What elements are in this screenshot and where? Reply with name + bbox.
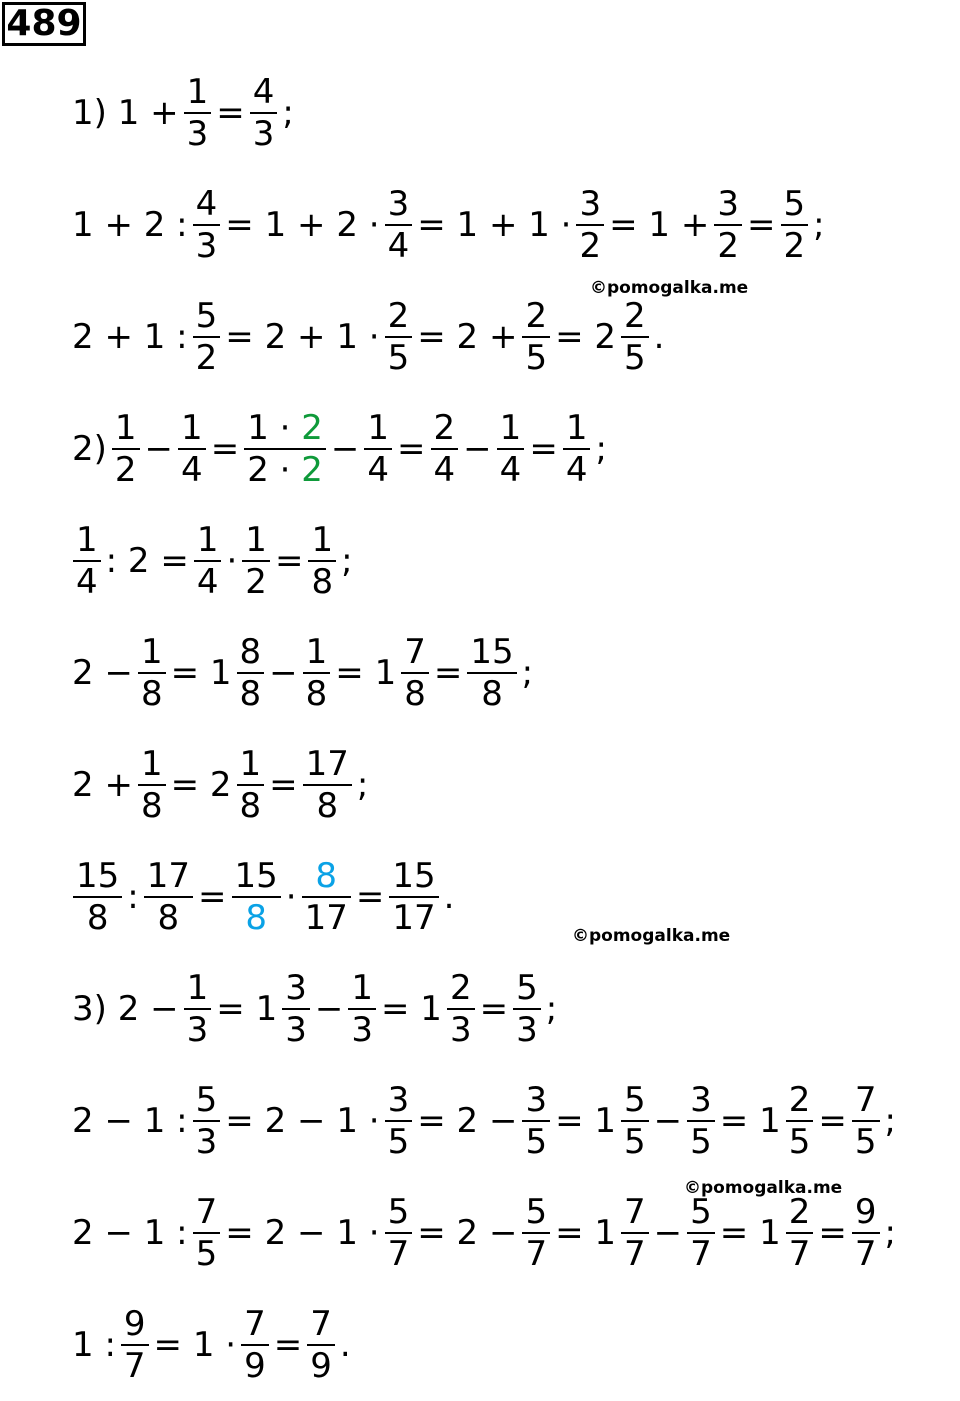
expression-text: · <box>285 877 297 917</box>
expression-text: = 2 <box>555 317 617 357</box>
expression-text: 1 + 2 : <box>72 205 188 245</box>
fraction <box>193 1192 221 1274</box>
watermark-2: ©pomogalka.me <box>572 926 731 946</box>
expression-text: ; <box>545 989 558 1029</box>
fraction <box>497 408 525 490</box>
expression-text: = 1 <box>555 1213 617 1253</box>
fraction-denominator: 4 <box>196 562 219 602</box>
fraction-denominator: 5 <box>195 1234 218 1274</box>
fraction-numerator: 3 <box>525 1080 548 1120</box>
fraction-numerator: 15 <box>76 856 120 896</box>
fraction-denominator: 7 <box>123 1346 146 1386</box>
expression-text: 2 − 1 : <box>72 1213 188 1253</box>
expression-text: = 1 <box>381 989 442 1029</box>
fraction-denominator: 5 <box>624 338 646 378</box>
equation-line <box>70 1076 898 1166</box>
fraction-numerator: 5 <box>387 1192 410 1232</box>
fraction-denominator: 3 <box>186 1010 209 1050</box>
fraction-numerator: 15 <box>392 856 436 896</box>
expression-text: 2 + 1 : <box>72 317 188 357</box>
expression-text: ; <box>521 653 534 693</box>
fraction <box>307 1304 335 1386</box>
fraction <box>364 408 392 490</box>
fraction-numerator: 5 <box>195 1080 218 1120</box>
fraction <box>431 408 459 490</box>
highlighted-factor: 2 <box>301 408 323 448</box>
expression-text: = 1 <box>216 989 278 1029</box>
fraction-denominator: 3 <box>186 114 209 154</box>
expression-text: = <box>479 989 509 1029</box>
fraction-numerator: 3 <box>285 968 307 1008</box>
fraction-denominator: 3 <box>516 1010 538 1050</box>
fraction-numerator: 2 <box>788 1192 811 1232</box>
expression-text: − <box>330 429 360 469</box>
fraction-denominator: 5 <box>854 1122 877 1162</box>
fraction <box>308 520 336 602</box>
watermark-1: ©pomogalka.me <box>590 278 749 298</box>
fraction <box>244 408 326 490</box>
fraction <box>786 1080 814 1162</box>
fraction-numerator: 1 · 2 <box>247 408 323 448</box>
fraction-denominator: 8 <box>140 786 163 826</box>
fraction <box>522 1192 550 1274</box>
fraction-numerator: 1 <box>140 744 163 784</box>
fraction <box>121 1304 149 1386</box>
expression-text: = <box>210 429 240 469</box>
fraction-denominator: 3 <box>195 1122 218 1162</box>
expression-text: = 2 + 1 · <box>225 317 380 357</box>
expression-text: = 1 <box>719 1101 781 1141</box>
fraction-numerator: 7 <box>624 1192 646 1232</box>
expression-text: = 2 − <box>417 1213 518 1253</box>
equation-line <box>70 1188 898 1278</box>
fraction-numerator: 7 <box>404 632 426 672</box>
expression-text: ; <box>813 205 825 245</box>
fraction-numerator: 1 <box>186 72 209 112</box>
expression-text: 2) <box>72 429 107 469</box>
fraction <box>237 632 265 714</box>
fraction <box>73 520 101 602</box>
fraction-denominator: 7 <box>624 1234 646 1274</box>
fraction-numerator: 1 <box>140 632 163 672</box>
fraction-numerator: 17 <box>305 744 349 784</box>
fraction-denominator: 5 <box>690 1122 712 1162</box>
fraction-denominator: 4 <box>76 562 98 602</box>
fraction-numerator: 3 <box>387 184 410 224</box>
fraction-numerator: 3 <box>717 184 739 224</box>
fraction <box>178 408 206 490</box>
expression-text: = 1 <box>335 653 397 693</box>
expression-text: = 2 − 1 · <box>225 1101 380 1141</box>
fraction-numerator: 2 <box>449 968 472 1008</box>
fraction-numerator: 3 <box>690 1080 712 1120</box>
fraction <box>385 296 413 378</box>
expression-text: = <box>818 1101 847 1141</box>
fraction-denominator: 8 <box>140 674 163 714</box>
expression-text: = <box>216 93 245 133</box>
fraction-denominator: 7 <box>690 1234 712 1274</box>
fraction-numerator: 1 <box>76 520 98 560</box>
fraction-numerator: 17 <box>146 856 190 896</box>
fraction-denominator: 8 <box>305 674 328 714</box>
expression-text: 1 : <box>72 1325 116 1365</box>
fraction <box>621 296 649 378</box>
fraction-numerator: 1 <box>114 408 137 448</box>
expression-text: = <box>529 429 558 469</box>
fraction-numerator: 1 <box>305 632 328 672</box>
expression-text: = <box>397 429 426 469</box>
fraction <box>193 1080 221 1162</box>
fraction-numerator: 4 <box>195 184 218 224</box>
fraction-denominator: 4 <box>433 450 456 490</box>
expression-text: = 1 <box>170 653 232 693</box>
expression-text: 2 − 1 : <box>72 1101 188 1141</box>
equation-line <box>70 404 609 494</box>
fraction-denominator: 8 <box>157 898 180 938</box>
watermark-3: ©pomogalka.me <box>684 1178 843 1198</box>
fraction-denominator: 17 <box>392 898 436 938</box>
fraction-numerator: 5 <box>783 184 806 224</box>
fraction-denominator: 4 <box>367 450 390 490</box>
expression-text: ; <box>884 1101 896 1141</box>
fraction <box>193 296 221 378</box>
fraction-numerator: 2 <box>788 1080 811 1120</box>
fraction-denominator: 3 <box>449 1010 472 1050</box>
fraction <box>621 1080 649 1162</box>
fraction <box>621 1192 649 1274</box>
expression-text: = <box>274 541 304 581</box>
fraction <box>522 296 550 378</box>
expression-text: ; <box>356 765 369 805</box>
fraction <box>241 1304 269 1386</box>
fraction-denominator: 8 <box>86 898 109 938</box>
fraction-denominator: 2 <box>717 226 739 266</box>
fraction-denominator: 3 <box>195 226 218 266</box>
equation-line <box>70 740 370 830</box>
fraction <box>786 1192 814 1274</box>
fraction-denominator: 8 <box>239 786 262 826</box>
fraction-denominator: 4 <box>499 450 522 490</box>
expression-text: − <box>463 429 492 469</box>
fraction-denominator: 7 <box>387 1234 410 1274</box>
highlighted-factor: 2 <box>301 450 323 490</box>
fraction-numerator: 4 <box>252 72 275 112</box>
fraction-numerator: 1 <box>239 744 262 784</box>
expression-text: · <box>226 541 238 581</box>
problem-number-badge: 489 <box>2 2 86 46</box>
fraction <box>447 968 475 1050</box>
expression-text: = <box>818 1213 847 1253</box>
fraction <box>852 1080 880 1162</box>
fraction-numerator: 1 <box>499 408 522 448</box>
fraction-denominator: 7 <box>525 1234 548 1274</box>
expression-text: ; <box>282 93 294 133</box>
fraction-denominator: 4 <box>565 450 588 490</box>
fraction <box>184 72 212 154</box>
expression-text: − <box>653 1213 683 1253</box>
fraction-numerator: 2 <box>525 296 548 336</box>
expression-text: = <box>273 1325 303 1365</box>
fraction <box>194 520 222 602</box>
expression-text: . <box>443 877 455 917</box>
fraction-numerator: 1 <box>565 408 588 448</box>
expression-text: = 2 <box>170 765 232 805</box>
fraction <box>73 856 122 938</box>
fraction <box>389 856 438 938</box>
fraction-numerator: 1 <box>186 968 209 1008</box>
expression-text: − <box>314 989 344 1029</box>
expression-text: − <box>269 653 298 693</box>
expression-text: = 2 + <box>417 317 518 357</box>
fraction <box>852 1192 880 1274</box>
fraction-numerator: 1 <box>181 408 203 448</box>
fraction-numerator: 3 <box>579 184 602 224</box>
fraction <box>250 72 278 154</box>
fraction <box>522 1080 550 1162</box>
fraction-denominator: 5 <box>525 338 548 378</box>
fraction <box>138 632 166 714</box>
expression-text: = 1 + 2 · <box>225 205 380 245</box>
expression-text: = <box>198 877 227 917</box>
fraction-numerator: 15 <box>470 632 514 672</box>
fraction-numerator: 7 <box>854 1080 877 1120</box>
fraction-denominator: 8 <box>311 562 334 602</box>
fraction-numerator: 2 <box>387 296 410 336</box>
expression-text: : 2 = <box>105 541 189 581</box>
fraction-denominator: 2 <box>245 562 267 602</box>
fraction-numerator: 1 <box>196 520 219 560</box>
expression-text: 3) 2 − <box>72 989 179 1029</box>
fraction <box>714 184 742 266</box>
expression-text: ; <box>341 541 353 581</box>
fraction-denominator: 5 <box>788 1122 811 1162</box>
fraction <box>237 744 265 826</box>
fraction-numerator: 2 <box>624 296 646 336</box>
fraction <box>144 856 193 938</box>
expression-text: − <box>144 429 174 469</box>
fraction-denominator: 4 <box>181 450 203 490</box>
fraction <box>184 968 212 1050</box>
fraction-numerator: 1 <box>367 408 390 448</box>
fraction-denominator: 2 <box>579 226 602 266</box>
fraction <box>467 632 516 714</box>
fraction <box>138 744 166 826</box>
fraction <box>232 856 281 938</box>
fraction-numerator: 5 <box>525 1192 548 1232</box>
equation-line <box>70 516 355 606</box>
fraction-denominator: 2 · 2 <box>247 450 323 490</box>
equation-line <box>70 180 827 270</box>
fraction-numerator: 15 <box>234 856 278 896</box>
fraction-denominator: 2 <box>114 450 137 490</box>
fraction-denominator: 3 <box>351 1010 373 1050</box>
fraction <box>348 968 376 1050</box>
expression-text: = 1 · <box>153 1325 237 1365</box>
fraction-denominator: 8 <box>404 674 426 714</box>
expression-text: = <box>269 765 298 805</box>
fraction-numerator: 7 <box>195 1192 218 1232</box>
fraction-denominator: 4 <box>387 226 410 266</box>
expression-text: = 2 − 1 · <box>225 1213 380 1253</box>
expression-text: = 2 − <box>417 1101 518 1141</box>
fraction <box>385 1192 413 1274</box>
expression-text: − <box>653 1101 683 1141</box>
equation-line <box>70 852 456 942</box>
fraction <box>112 408 140 490</box>
expression-text: ; <box>884 1213 896 1253</box>
fraction-numerator: 5 <box>624 1080 646 1120</box>
equation-line <box>70 964 559 1054</box>
fraction-numerator: 9 <box>854 1192 877 1232</box>
fraction <box>385 1080 413 1162</box>
fraction-denominator: 9 <box>310 1346 332 1386</box>
fraction-denominator: 5 <box>624 1122 646 1162</box>
fraction-denominator: 5 <box>525 1122 548 1162</box>
fraction-denominator: 8 <box>481 674 503 714</box>
expression-text: . <box>339 1325 351 1365</box>
expression-text: 2 + <box>72 765 133 805</box>
fraction <box>576 184 604 266</box>
fraction-numerator: 3 <box>387 1080 410 1120</box>
fraction-numerator: 7 <box>310 1304 332 1344</box>
expression-text: = 1 + <box>609 205 710 245</box>
expression-text: . <box>653 317 665 357</box>
expression-text: = <box>433 653 463 693</box>
fraction-denominator: 7 <box>854 1234 877 1274</box>
equation-line <box>70 628 535 718</box>
fraction <box>193 184 221 266</box>
fraction <box>513 968 541 1050</box>
expression-text: 1) 1 + <box>72 93 179 133</box>
equation-line <box>70 1300 353 1390</box>
fraction-denominator: 3 <box>252 114 275 154</box>
fraction-numerator: 7 <box>244 1304 266 1344</box>
fraction-numerator: 8 <box>239 632 262 672</box>
fraction-numerator: 5 <box>690 1192 712 1232</box>
fraction-numerator: 8 <box>315 856 338 896</box>
fraction-denominator: 17 <box>304 898 348 938</box>
fraction <box>401 632 429 714</box>
fraction <box>687 1080 715 1162</box>
fraction-denominator: 7 <box>788 1234 811 1274</box>
fraction <box>282 968 310 1050</box>
fraction <box>385 184 413 266</box>
expression-text: ; <box>595 429 607 469</box>
fraction <box>303 744 352 826</box>
fraction <box>563 408 591 490</box>
equation-line <box>70 68 296 158</box>
expression-text: = <box>355 877 385 917</box>
fraction-denominator: 2 <box>195 338 218 378</box>
fraction <box>242 520 270 602</box>
fraction-numerator: 5 <box>516 968 538 1008</box>
fraction <box>302 856 351 938</box>
fraction-denominator: 9 <box>244 1346 266 1386</box>
expression-text: : <box>127 877 139 917</box>
fraction-numerator: 2 <box>433 408 456 448</box>
fraction-denominator: 8 <box>239 674 262 714</box>
fraction-numerator: 5 <box>195 296 218 336</box>
fraction-denominator: 8 <box>316 786 339 826</box>
expression-text: = 1 <box>719 1213 781 1253</box>
expression-text: 2 − <box>72 653 133 693</box>
equation-line <box>70 292 666 382</box>
fraction <box>781 184 809 266</box>
expression-text: = 1 + 1 · <box>417 205 572 245</box>
fraction-numerator: 9 <box>123 1304 146 1344</box>
fraction-numerator: 1 <box>245 520 267 560</box>
fraction-denominator: 3 <box>285 1010 307 1050</box>
fraction-denominator: 5 <box>387 338 410 378</box>
fraction-denominator: 5 <box>387 1122 410 1162</box>
expression-text: = 1 <box>555 1101 617 1141</box>
expression-text: = <box>747 205 776 245</box>
fraction <box>687 1192 715 1274</box>
fraction <box>303 632 331 714</box>
fraction-numerator: 1 <box>311 520 334 560</box>
fraction-denominator: 8 <box>245 898 267 938</box>
fraction-denominator: 2 <box>783 226 806 266</box>
fraction-numerator: 1 <box>351 968 373 1008</box>
